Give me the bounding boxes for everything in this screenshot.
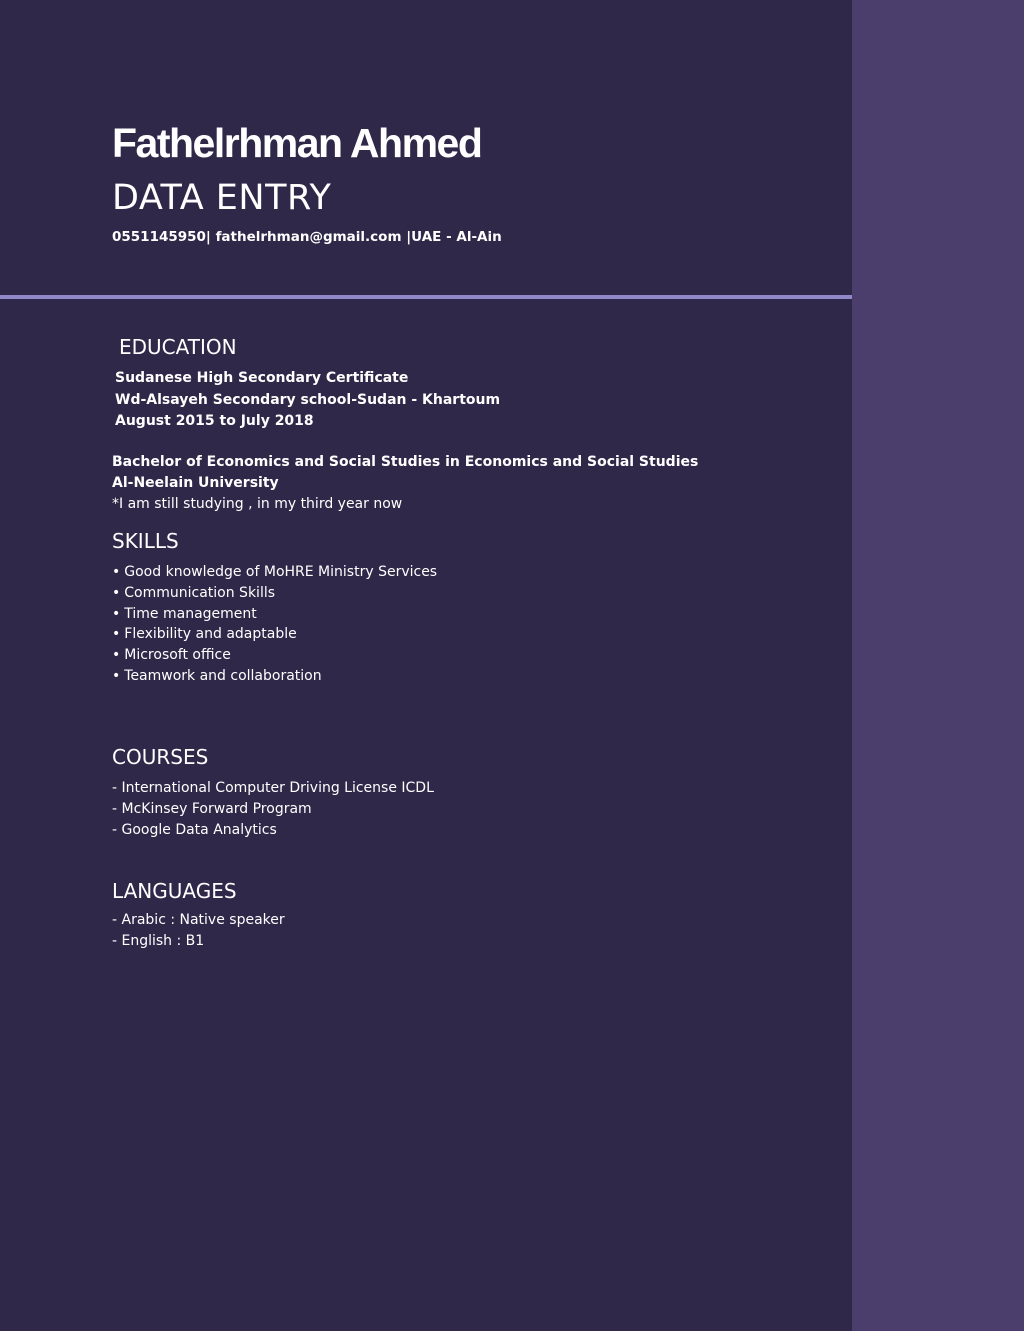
section-title-skills: SKILLS: [112, 529, 179, 553]
list-item: [112, 562, 437, 583]
university-degree: Bachelor of Economics and Social Studies in Economics and Social Studies: [112, 454, 699, 470]
school-certificate: Sudanese High Secondary Certificate: [115, 370, 409, 386]
skill-text: Flexibility and adaptable: [124, 626, 297, 643]
courses-section: [112, 744, 812, 770]
bullet-icon: •: [112, 626, 121, 643]
list-item: - Arabic : Native speaker: [112, 912, 285, 928]
education-university: [112, 452, 698, 515]
section-title-courses: COURSES: [112, 745, 209, 769]
skill-text: Microsoft office: [124, 647, 231, 664]
languages-section: [112, 878, 812, 904]
bullet-icon: •: [112, 647, 121, 664]
job-title: DATA ENTRY: [112, 178, 332, 218]
school-name: Wd-Alsayeh Secondary school-Sudan - Khartoum: [115, 391, 501, 408]
list-item: [112, 624, 437, 645]
bullet-icon: •: [112, 584, 121, 601]
education-section: [119, 334, 819, 360]
side-panel: [852, 0, 1024, 1331]
list-item: [112, 604, 437, 625]
candidate-name: Fathelrhman Ahmed: [112, 120, 482, 166]
skill-text: Good knowledge of MoHRE Ministry Services: [124, 564, 438, 580]
skills-section: [112, 528, 812, 554]
section-title-languages: LANGUAGES: [112, 879, 237, 903]
header-divider: [0, 295, 852, 299]
resume-header: [112, 118, 832, 246]
skill-text: Teamwork and collaboration: [124, 667, 322, 684]
list-item: - Google Data Analytics: [112, 821, 277, 838]
contact-info: 0551145950| fathelrhman@gmail.com |UAE - Al-Ain: [112, 229, 502, 245]
university-note: *I am still studying , in my third year now: [112, 496, 403, 512]
skill-text: Time management: [124, 605, 257, 622]
university-name: Al-Neelain University: [112, 475, 279, 491]
school-dates: August 2015 to July 2018: [115, 413, 314, 429]
list-item: [112, 645, 437, 666]
list-item: - International Computer Driving License ICDL: [112, 780, 434, 796]
bullet-icon: •: [112, 605, 121, 622]
list-item: [112, 666, 437, 687]
education-school: [115, 368, 500, 433]
skills-list: [112, 562, 437, 687]
bullet-icon: •: [112, 667, 121, 684]
bullet-icon: •: [112, 564, 121, 580]
list-item: - English : B1: [112, 932, 205, 949]
section-title-education: EDUCATION: [119, 335, 237, 359]
skill-text: Communication Skills: [124, 584, 276, 601]
courses-list: [112, 778, 434, 840]
list-item: [112, 583, 437, 604]
languages-list: [112, 910, 285, 952]
list-item: - McKinsey Forward Program: [112, 800, 312, 817]
